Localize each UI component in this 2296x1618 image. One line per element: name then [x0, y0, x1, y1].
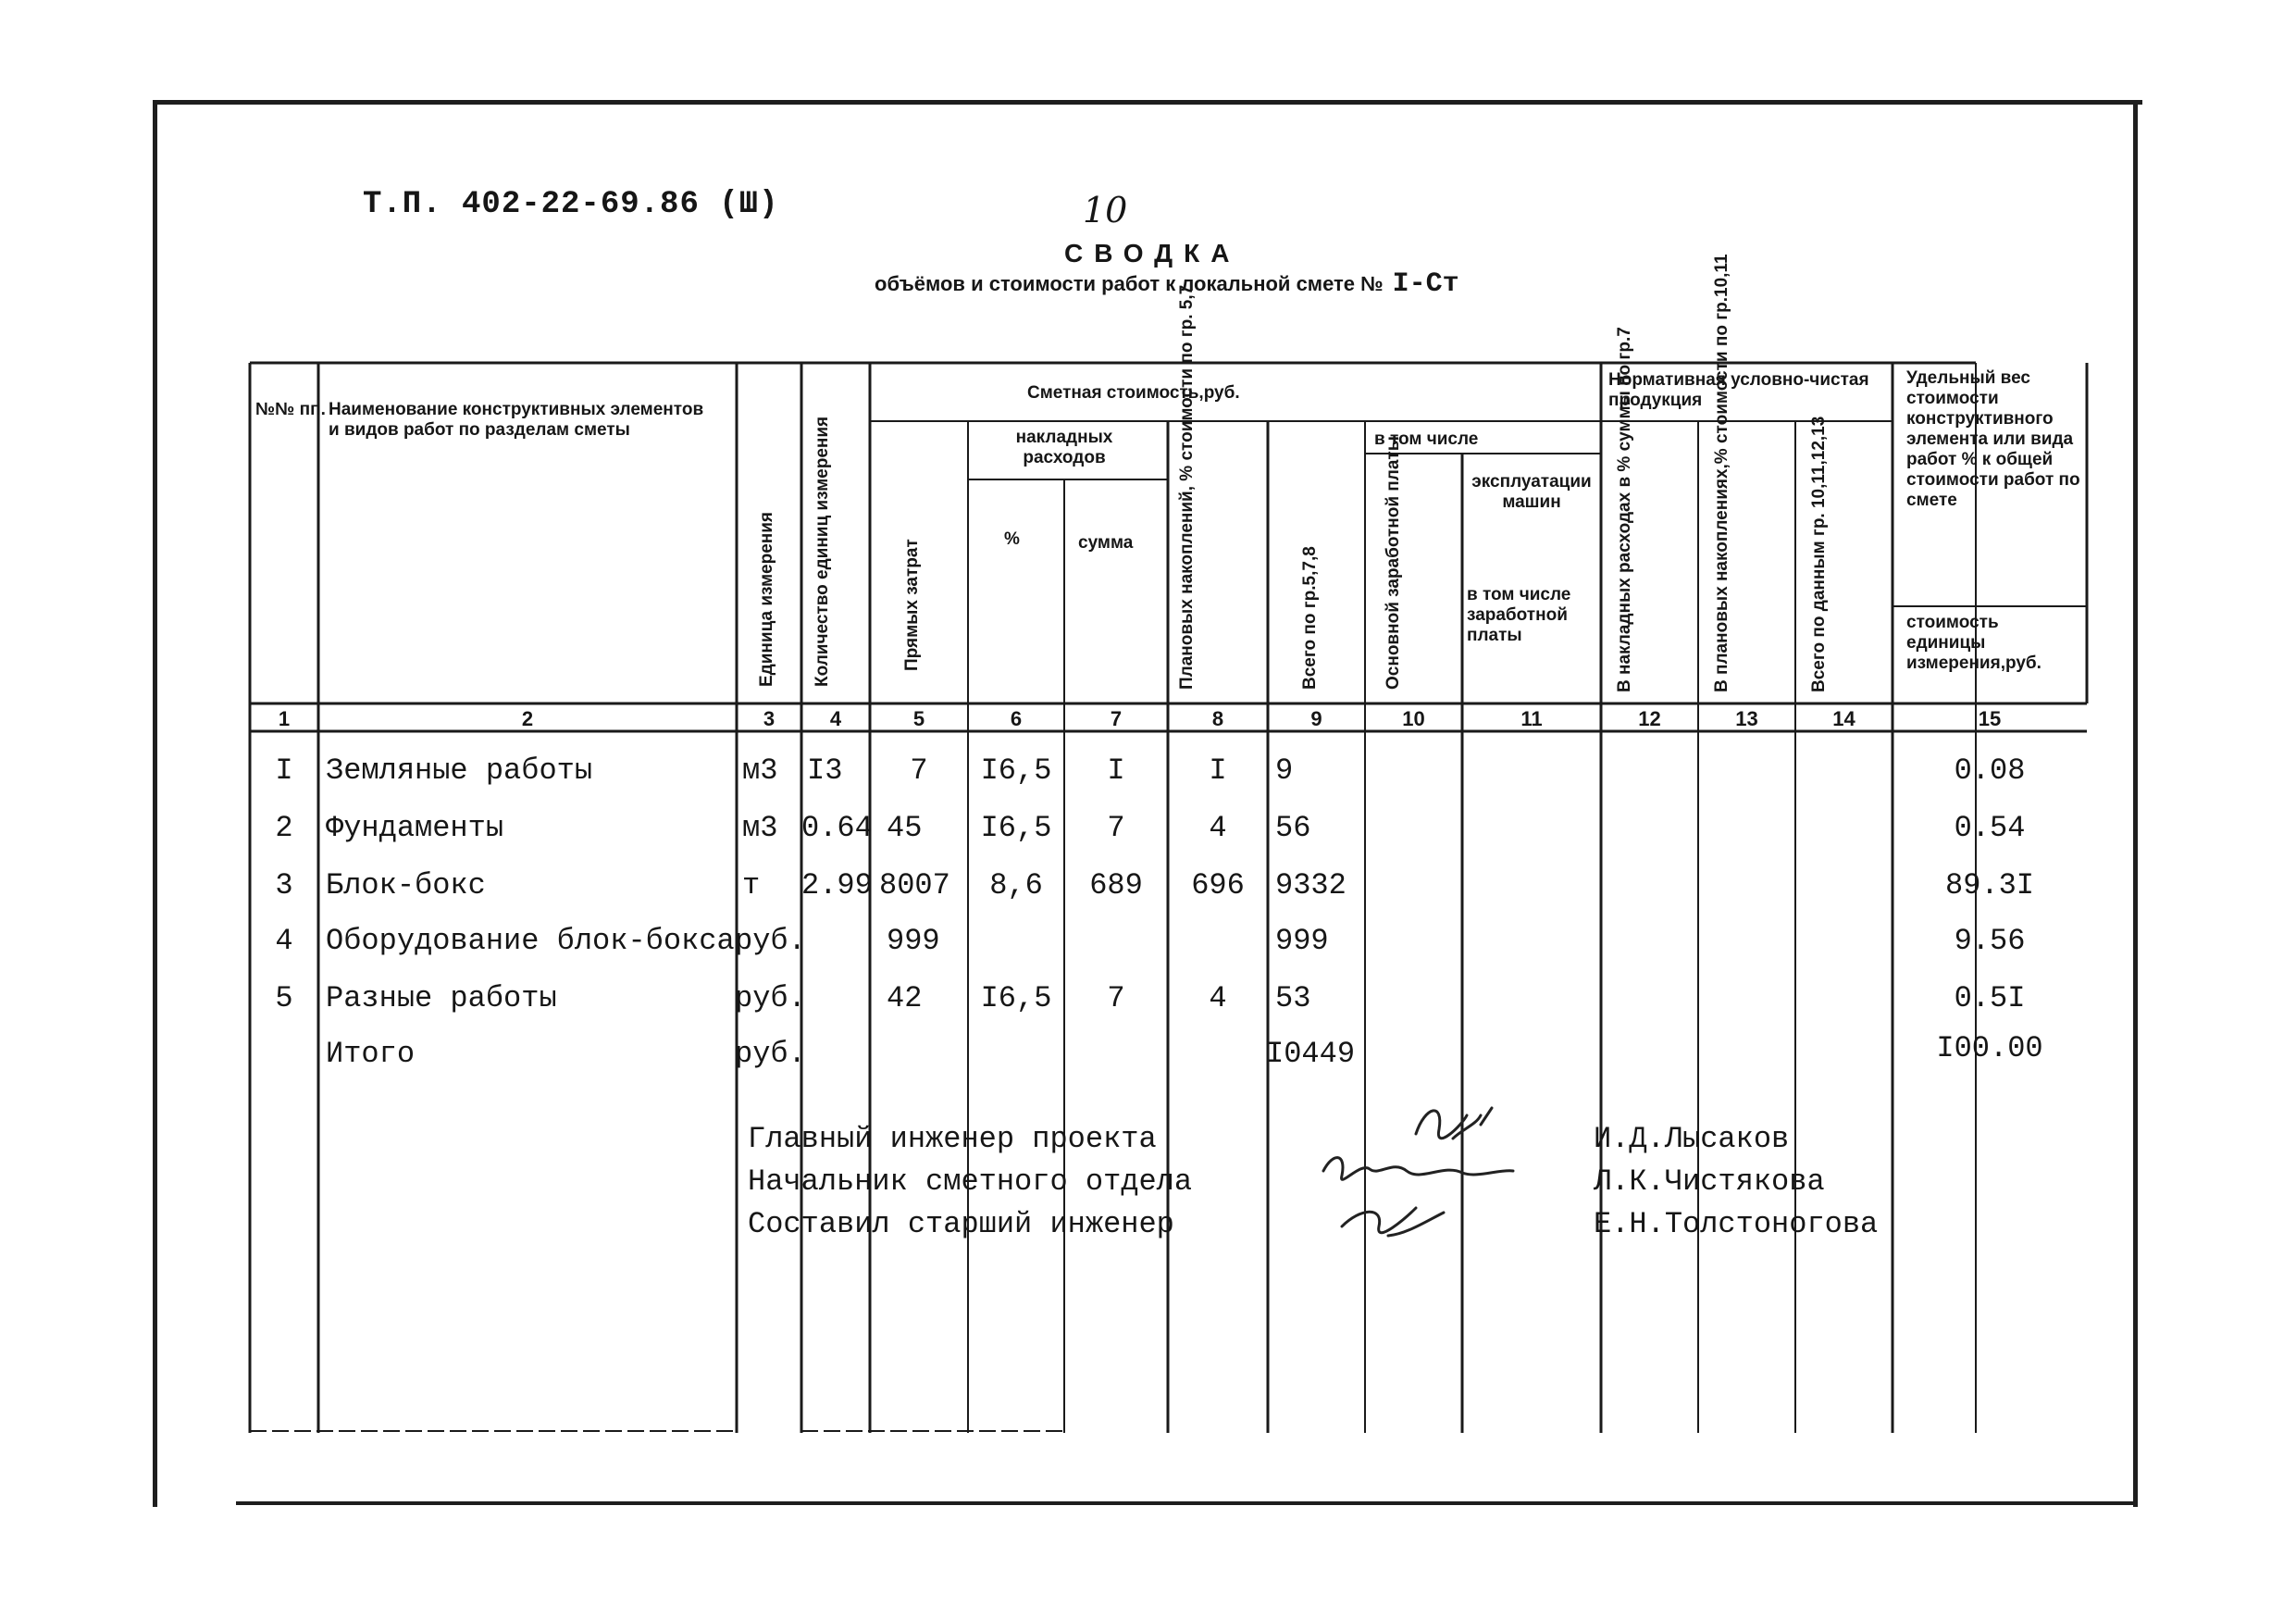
row-direct: 7	[910, 753, 928, 788]
row-name: Оборудование блок-бокса	[326, 924, 735, 958]
header-norm-planned: В плановых накоплениях,% стоимости по гр.10,11	[1712, 254, 1731, 692]
col-number: 14	[1832, 707, 1855, 730]
row-overhead-pct: 8,6	[989, 868, 1043, 902]
row-weight: 0.54	[1954, 811, 2026, 845]
row-qty: 0.64	[801, 811, 873, 845]
col-number: 9	[1310, 707, 1322, 730]
row-weight: 0.5I	[1954, 981, 2026, 1015]
header-overhead-sum: сумма	[1078, 533, 1134, 553]
row-no: 3	[275, 868, 293, 902]
row-unit: м3	[742, 753, 778, 788]
row-direct: 999	[887, 924, 940, 958]
row-unit: руб.	[735, 981, 806, 1015]
header-overhead-pct: %	[1004, 529, 1020, 549]
header-qty: Количество единиц измерения	[813, 416, 832, 687]
header-norm-group: Нормативная условно-чистая продукция	[1608, 370, 1869, 410]
row-overhead-sum: 7	[1107, 981, 1125, 1015]
row-overhead-pct: I6,5	[980, 753, 1052, 788]
row-planned: I	[1209, 753, 1227, 788]
header-no: №№ пп.	[255, 400, 326, 419]
header-incl: в том числе	[1374, 429, 1479, 449]
row-planned: 4	[1209, 811, 1227, 845]
row-unit: руб.	[735, 924, 806, 958]
signature-role: Главный инженер проекта	[748, 1122, 1157, 1156]
row-name: Земляные работы	[326, 753, 593, 788]
row-weight: I00.00	[1936, 1031, 2043, 1065]
page-number: 10	[1083, 190, 1128, 230]
row-overhead-pct: I6,5	[980, 981, 1052, 1015]
col-number: 7	[1110, 707, 1123, 730]
col-number: 13	[1735, 707, 1758, 730]
row-total: 9	[1275, 753, 1294, 788]
estimate-number: I-Ст	[1392, 268, 1459, 300]
header-norm-total: Всего по данным гр. 10,11,12,13	[1809, 416, 1829, 692]
col-number: 6	[1010, 707, 1023, 730]
header-planned: Плановых накоплений, % стоимости по гр. 5,7	[1177, 284, 1197, 690]
row-name: Блок-бокс	[326, 868, 486, 902]
row-total: 53	[1275, 981, 1311, 1015]
row-name: Итого	[326, 1037, 416, 1071]
signature-name: Л.К.Чистякова	[1594, 1164, 1825, 1199]
header-machines-wages: в том числе заработной платы	[1467, 585, 1571, 645]
row-unit: руб.	[735, 1037, 806, 1071]
col-number: 2	[521, 707, 534, 730]
row-total: 56	[1275, 811, 1311, 845]
row-qty: I3	[807, 753, 843, 788]
col-number: 3	[763, 707, 776, 730]
header-cost-group: Сметная стоимость,руб.	[1027, 383, 1240, 403]
row-overhead-sum: 689	[1089, 868, 1143, 902]
header-norm-overhead: В накладных расходах в % суммы по гр.7	[1615, 327, 1634, 692]
row-name: Разные работы	[326, 981, 557, 1015]
header-wages: Основной заработной платы	[1384, 436, 1403, 690]
signature-name: И.Д.Лысаков	[1594, 1122, 1790, 1156]
row-direct: 45	[887, 811, 923, 845]
header-direct: Прямых затрат	[902, 539, 922, 671]
document-title: СВОДКА	[1064, 239, 1241, 268]
col-number: 4	[829, 707, 842, 730]
header-machines: эксплуатации машин	[1471, 472, 1592, 512]
row-total: I0449	[1266, 1037, 1356, 1071]
row-total: 9332	[1275, 868, 1347, 902]
signature-name: Е.Н.Толстоногова	[1594, 1207, 1879, 1241]
subtitle-text: объёмов и стоимости работ к локальной смете №	[875, 272, 1384, 295]
row-unit: т	[742, 868, 761, 902]
col-number: 10	[1402, 707, 1425, 730]
row-no: 5	[275, 981, 293, 1015]
col-number: 5	[912, 707, 925, 730]
row-weight: 0.08	[1954, 753, 2026, 788]
row-overhead-pct: I6,5	[980, 811, 1052, 845]
col-number: 11	[1520, 707, 1543, 730]
row-weight: 89.3I	[1944, 868, 2034, 902]
header-overhead: накладных расходов	[1015, 428, 1113, 467]
handwritten-signatures	[1305, 1097, 1545, 1263]
document-code: Т.П. 402-22-69.86 (Ш)	[363, 187, 779, 222]
row-no: 4	[275, 924, 293, 958]
col-number: 12	[1638, 707, 1661, 730]
row-no: I	[275, 753, 293, 788]
header-unit-cost: стоимость единицы измерения,руб.	[1906, 613, 2042, 673]
row-planned: 4	[1209, 981, 1227, 1015]
row-planned: 696	[1191, 868, 1245, 902]
header-total: Всего по гр.5,7,8	[1300, 546, 1320, 690]
row-overhead-sum: 7	[1107, 811, 1125, 845]
signature-role: Начальник сметного отдела	[748, 1164, 1193, 1199]
header-unit: Единица измерения	[757, 511, 776, 687]
signature-role: Составил старший инженер	[748, 1207, 1174, 1241]
row-total: 999	[1275, 924, 1329, 958]
row-name: Фундаменты	[326, 811, 504, 845]
row-direct: 8007	[879, 868, 950, 902]
col-number: 1	[278, 707, 291, 730]
row-no: 2	[275, 811, 293, 845]
header-weight: Удельный вес стоимости конструктивного элемента или вида работ % к общей стоимости работ по смете	[1906, 368, 2080, 510]
header-name: Наименование конструктивных элементов и видов работ по разделам сметы	[329, 400, 704, 440]
col-number: 15	[1978, 707, 2002, 730]
row-weight: 9.56	[1954, 924, 2026, 958]
row-direct: 42	[887, 981, 923, 1015]
row-overhead-sum: I	[1107, 753, 1125, 788]
row-unit: м3	[742, 811, 778, 845]
col-number: 8	[1211, 707, 1224, 730]
row-qty: 2.99	[801, 868, 873, 902]
